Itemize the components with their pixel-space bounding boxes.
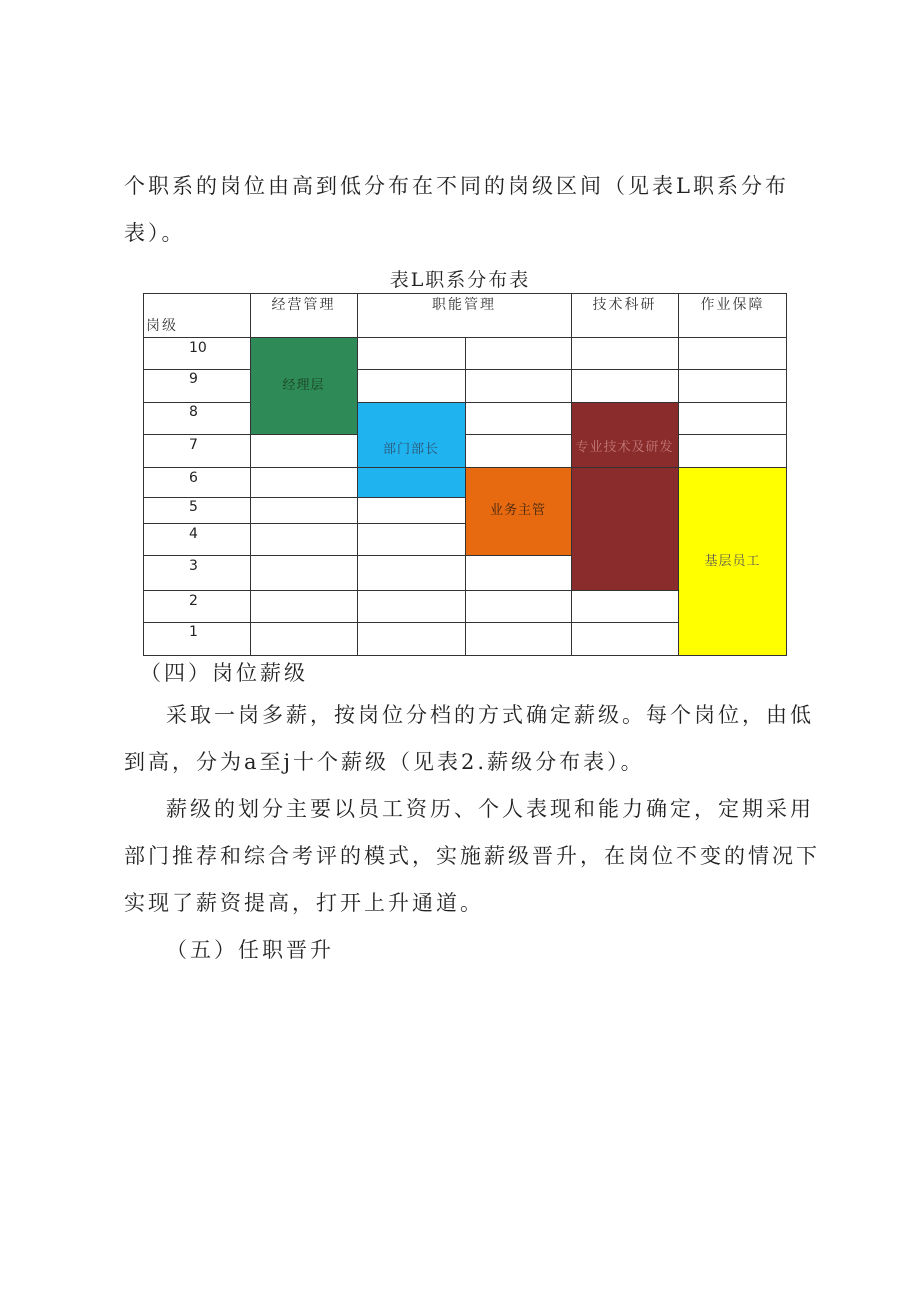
col-line [786, 293, 787, 656]
level-10: 10 [189, 340, 207, 356]
table-caption: 表L职系分布表 [389, 269, 531, 291]
row-line [143, 622, 678, 623]
level-8: 8 [189, 404, 198, 420]
section-5-heading: （五）任职晋升 [166, 938, 334, 962]
para3-line-3: 实现了薪资提高，打开上升通道。 [124, 891, 484, 915]
level-2: 2 [189, 593, 198, 609]
col-line [678, 293, 679, 656]
block-dept-head-label: 部门部长 [382, 441, 439, 457]
row-line [143, 590, 678, 591]
row-line [143, 293, 787, 294]
header-corner: 岗级 [146, 318, 178, 334]
block-supervisor-label: 业务主管 [489, 503, 546, 518]
col-line [571, 293, 572, 656]
row-line [357, 402, 787, 403]
level-7: 7 [189, 437, 198, 453]
header-operations: 作业保障 [700, 297, 765, 313]
intro-line-1: 个职系的岗位由高到低分布在不同的岗级区间（见表L职系分布 [124, 174, 789, 198]
level-9: 9 [189, 371, 198, 387]
row-line [143, 523, 465, 524]
block-supervisor [465, 467, 571, 555]
para3-line-1: 薪级的划分主要以员工资历、个人表现和能力确定，定期采用 [166, 797, 814, 821]
col-line [143, 293, 144, 656]
col-line [250, 293, 251, 656]
block-manager-label: 经理层 [282, 377, 325, 393]
col-line [465, 337, 466, 656]
para3-line-2: 部门推荐和综合考评的模式，实施薪级晋升，在岗位不变的情况下 [124, 844, 820, 868]
block-manager [250, 337, 357, 434]
section-4-heading: （四）岗位薪级 [140, 661, 308, 685]
header-functional: 职能管理 [432, 297, 496, 313]
level-5: 5 [189, 499, 198, 515]
header-management: 经营管理 [271, 297, 336, 313]
block-dept-head [357, 402, 465, 497]
block-tech-label: 专业技术及研发 [575, 440, 674, 455]
level-1: 1 [189, 624, 198, 640]
block-staff [678, 467, 787, 656]
row-line [678, 434, 787, 435]
block-tech [571, 402, 678, 590]
level-6: 6 [189, 470, 198, 486]
para2-line-1: 采取一岗多薪，按岗位分档的方式确定薪级。每个岗位，由低 [166, 703, 814, 727]
row-line [465, 434, 571, 435]
row-line [357, 369, 787, 370]
intro-line-2: 表）。 [124, 221, 186, 245]
col-line [357, 293, 358, 656]
level-3: 3 [189, 558, 198, 574]
job-grade-table [143, 293, 787, 656]
header-technical: 技术科研 [592, 297, 657, 313]
level-4: 4 [189, 526, 198, 542]
para2-line-2: 到高，分为a至j十个薪级（见表2.薪级分布表）。 [124, 750, 645, 774]
block-staff-label: 基层员工 [704, 553, 761, 569]
